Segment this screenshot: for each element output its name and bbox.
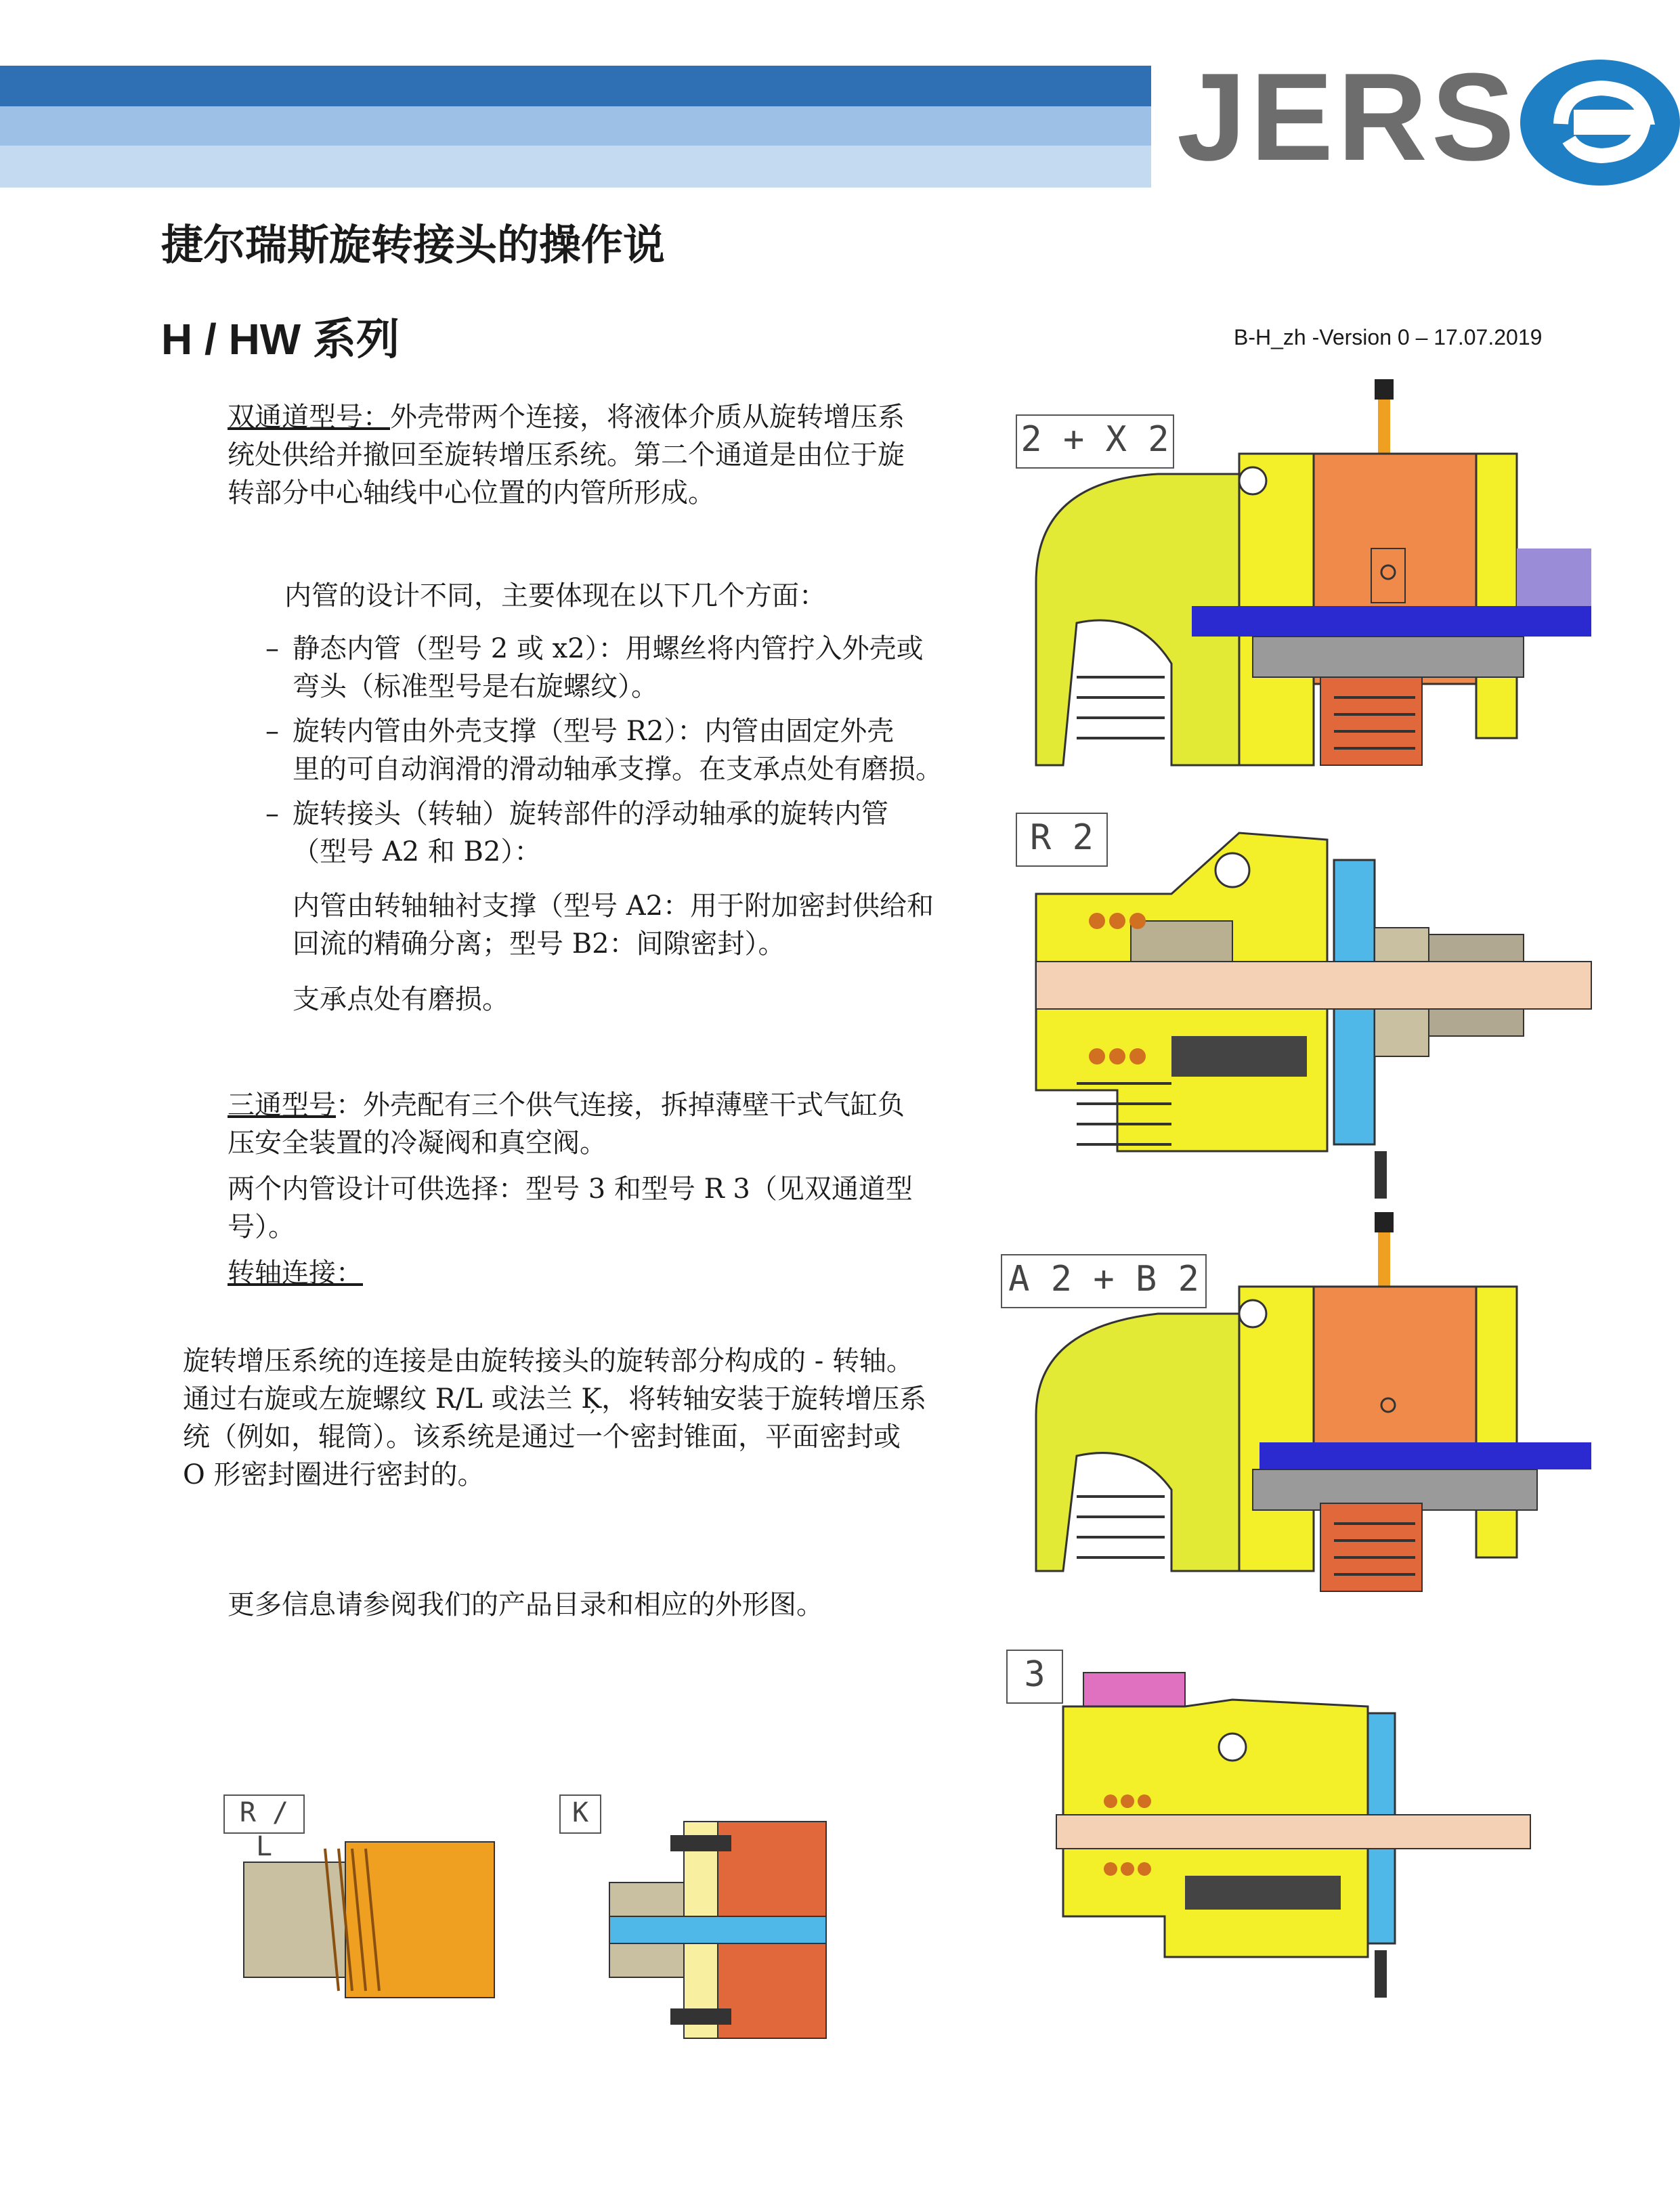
three-heading: 三通型号 xyxy=(228,1090,336,1121)
three-text-4: 号）。 xyxy=(228,1211,295,1243)
bullet-item: – 旋转内管由外壳支撑（型号 R2）：内管由固定外壳 里的可自动润滑的滑动轴承支撑。在支承点处有磨损。 xyxy=(265,716,943,785)
logo-text: JERS xyxy=(1177,47,1519,186)
sub1-line-2: 回流的精确分离；型号 B2：间隙密封）。 xyxy=(293,928,785,960)
dual-paragraph xyxy=(228,398,986,512)
bullet-1-line-2: 弯头（标准型号是右旋螺纹）。 xyxy=(293,671,658,702)
shaft-line-4: O 形密封圈进行密封的。 xyxy=(183,1459,485,1490)
rotary-joint-3-drawing xyxy=(1056,1673,1530,1998)
flange-connection-drawing xyxy=(609,1822,833,2038)
three-text-1: ：外壳配有三个供气连接，拆掉薄壁干式气缸负 xyxy=(336,1090,905,1121)
bullet-1-line-1: 静态内管（型号 2 或 x2）：用螺丝将内管拧入外壳或 xyxy=(293,633,924,664)
more-info: 更多信息请参阅我们的产品目录和相应的外形图。 xyxy=(228,1589,823,1620)
three-text-3: 两个内管设计可供选择：型号 3 和型号 R 3（见双通道型 xyxy=(228,1174,913,1205)
header-bar-mid xyxy=(0,106,1151,146)
bullet-item: – 静态内管（型号 2 或 x2）：用螺丝将内管拧入外壳或 弯头（标准型号是右旋螺纹）。 xyxy=(265,633,924,702)
bullet-item: – 旋转接头（转轴）旋转部件的浮动轴承的旋转内管 （型号 A2 和 B2）： xyxy=(265,798,888,867)
header-bar-light xyxy=(0,146,1151,188)
dual-intro: 内管的设计不同，主要体现在以下几个方面： xyxy=(284,580,826,611)
thread-connection-drawing xyxy=(244,1835,501,2011)
shaft-line-3: 统（例如，辊筒）。该系统是通过一个密封锥面，平面密封或 xyxy=(183,1421,901,1453)
bullet-2-line-2: 里的可自动润滑的滑动轴承支撑。在支承点处有磨损。 xyxy=(293,754,943,785)
shaft-paragraph xyxy=(183,1342,989,1494)
dual-heading: 双通道型号： xyxy=(228,402,390,433)
shaft-heading xyxy=(228,1254,363,1292)
figure-label-k: K xyxy=(559,1794,601,1834)
rotary-joint-2x2-drawing xyxy=(1036,379,1591,779)
rotary-joint-r2-drawing xyxy=(1036,833,1591,1199)
figure-label-a2b2: A 2 + B 2 xyxy=(1001,1254,1207,1308)
series-subtitle: H / HW 系列 xyxy=(161,315,400,364)
bullet-3-line-1: 旋转接头（转轴）旋转部件的浮动轴承的旋转内管 xyxy=(293,798,888,830)
dual-text-2: 统处供给并撤回至旋转增压系统。第二个通道是由位于旋 xyxy=(228,439,905,471)
bullet-2-line-1: 旋转内管由外壳支撑（型号 R2）：内管由固定外壳 xyxy=(293,716,895,747)
sub1-line-1: 内管由转轴轴衬支撑（型号 A2：用于附加密封供给和 xyxy=(293,890,934,922)
dual-text-3: 转部分中心轴线中心位置的内管所形成。 xyxy=(228,477,715,509)
bullet-3-line-2: （型号 A2 和 B2）： xyxy=(293,836,542,867)
shaft-heading-text: 转轴连接： xyxy=(228,1257,363,1289)
three-paragraph xyxy=(228,1086,986,1162)
bullet-3-sub-1 xyxy=(293,887,934,963)
version-label: B-H_zh -Version 0 – 17.07.2019 xyxy=(1234,325,1543,349)
logo-emblem-icon xyxy=(1520,60,1680,186)
header-bar-dark xyxy=(0,66,1151,106)
bullet-3-sub-2: 支承点处有磨损。 xyxy=(293,984,509,1015)
three-options xyxy=(228,1170,986,1246)
figure-label-3: 3 xyxy=(1006,1650,1063,1704)
page-title: 捷尔瑞斯旋转接头的操作说 xyxy=(161,220,666,270)
figure-label-rl: R / L xyxy=(223,1794,305,1834)
dual-text-1: 外壳带两个连接，将液体介质从旋转增压系 xyxy=(390,402,905,433)
shaft-line-2: 通过右旋或左旋螺纹 R/L 或法兰 Ķ，将转轴安装于旋转增压系 xyxy=(183,1383,927,1415)
figure-label-r2: R 2 xyxy=(1016,813,1108,867)
rotary-joint-a2b2-drawing xyxy=(1036,1212,1591,1591)
three-text-2: 压安全装置的冷凝阀和真空阀。 xyxy=(228,1127,607,1159)
shaft-line-1: 旋转增压系统的连接是由旋转接头的旋转部分构成的 - 转轴。 xyxy=(183,1346,913,1377)
figure-label-2x2: 2 + X 2 xyxy=(1016,414,1174,469)
